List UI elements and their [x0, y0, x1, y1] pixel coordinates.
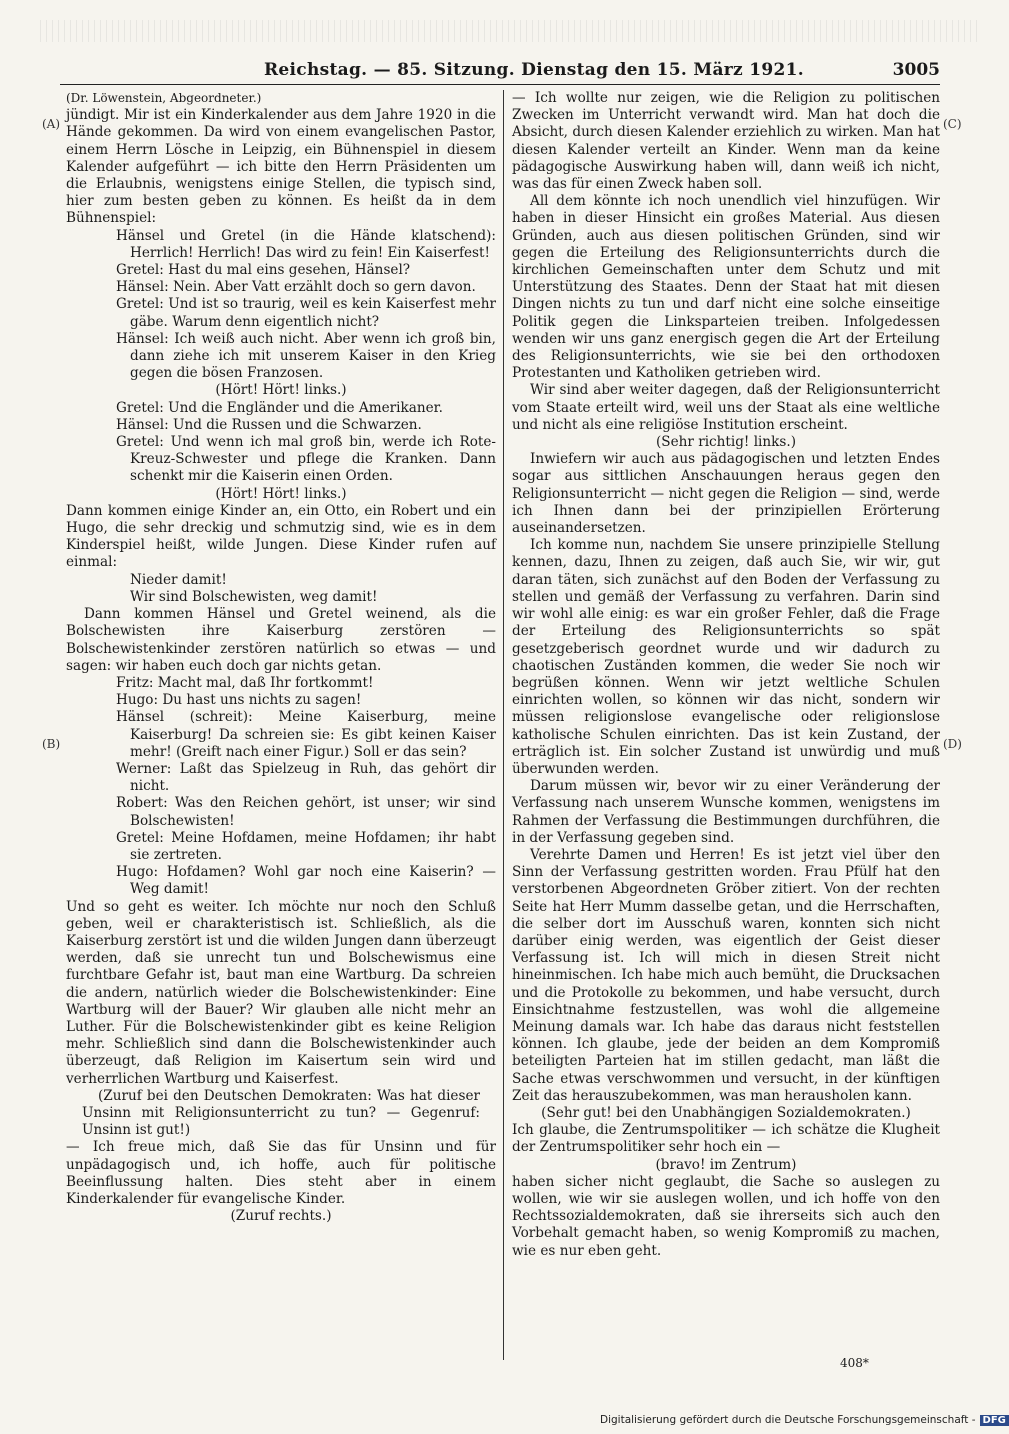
left-column — [66, 90, 496, 1225]
right-paragraph: haben sicher nicht geglaubt, die Sache so auslegen zu wollen, wie wir sie auslegen wollen, und ich hoffe von den Rechtssozialdemokraten, daß sie ihrerseits sich auch den Vorbehalt gemacht haben, so wenig Kompromiß zu machen, wie es nur eben geht. — [512, 1173, 940, 1259]
left-paragraph: Und so geht es weiter. Ich möchte nur noch den Schluß geben, weil er charakteristisch ist. Schließlich, als die Kaiserburg zerstört ist und die wilden Jungen dann überzeugt werden, daß sie unrecht tun und Bolschewismus eine furchtbare Gefahr ist, baut man eine Wartburg. Da schreien die andern, natürlich wieder die Bolschewistenkinder: Eine Wartburg will der Bauer? Wir glauben alle nicht mehr an Luther. Für die Bolschewistenkinder gibt es keine Religion mehr. Schließlich sind dann die Bolschewistenkinder auch überzeugt, daß Religion im Kaisertum sein wird und verherrlichen Wartburg und Kaiserfest. — [66, 898, 496, 1087]
margin-marker-a: (A) — [42, 117, 61, 131]
left-paragraph: Hänsel: Und die Russen und die Schwarzen. — [116, 416, 422, 433]
left-paragraph: Werner: Laßt das Spielzeug in Ruh, das gehört dir nicht. — [116, 760, 496, 795]
left-paragraph: Wir sind Bolschewisten, weg damit! — [130, 588, 378, 605]
left-paragraph: Gretel: Und die Engländer und die Amerikaner. — [116, 399, 443, 416]
right-paragraph: (Sehr gut! bei den Unabhängigen Sozialdemokraten.) — [541, 1104, 911, 1121]
right-paragraph: Verehrte Damen und Herren! Es ist jetzt viel über den Sinn der Verfassung gestritten worden. Frau Pfülf hat den verstorbenen Abgeordneten Gröber zitiert. Von der rechten Seite hat Herr Mumm dasselbe getan, und die Herrschaften, die selber dort im Ausschuß waren, konnten sich nicht darüber einig werden, was eigentlich der Geist dieser Verfassung ist. Ich will mich in diesen Streit nicht hineinmischen. Ich habe mich auch bemüht, die Drucksachen und die Protokolle zu bekommen, und habe versucht, durch Einsichtnahme festzustellen, was wohl die allgemeine Meinung damals war. Ich habe das daraus nicht feststellen können. Ich glaube, jede der beiden an dem Kompromiß beteiligten Parteien hat im stillen gedacht, man läßt die Sache etwas verschwommen und versucht, in der künftigen Zeit das herauszubekommen, was man herausholen kann. — [512, 846, 940, 1104]
credit-text: Digitalisierung gefördert durch die Deutsche Forschungsgemeinschaft - — [600, 1414, 976, 1426]
right-paragraph: (Sehr richtig! links.) — [655, 434, 797, 451]
margin-marker-d: (D) — [943, 737, 962, 751]
left-paragraph: jündigt. Mir ist ein Kinderkalender aus dem Jahre 1920 in die Hände gekommen. Da wird von einem evangelischen Pastor, einem Herrn Lösche in Leipzig, ein Bühnenspiel in diesem Kalender aufgeführt — ich bitte den Herrn Präsidenten um die Erlaubnis, wenigstens einige Stellen, die typisch sind, hier zum besten geben zu können. Es heißt da in dem Bühnenspiel: — [66, 107, 496, 227]
left-paragraph: Gretel: Hast du mal eins gesehen, Hänsel? — [116, 262, 411, 279]
right-paragraph: — Ich wollte nur zeigen, wie die Religion zu politischen Zwecken im Unterricht verwandt wird. Man hat doch die Absicht, durch diesen Kalender erziehlich zu wirken. Man hat diesen Kalender verteilt an Kinder. Wenn man da keine pädagogische Auswirkung haben will, dann weiß ich nicht, was das für einen Zweck haben soll. — [512, 90, 940, 193]
left-paragraph: Hänsel: Ich weiß auch nicht. Aber wenn ich groß bin, dann ziehe ich mit unserem Kaiser in den Krieg gegen die bösen Franzosen. — [116, 330, 496, 382]
left-paragraph: — Ich freue mich, daß Sie das für Unsinn und für unpädagogisch und, ich hoffe, auch für politische Beeinflussung halten. Dies steht aber in einem Kinderkalender für evangelische Kinder. — [66, 1139, 496, 1207]
page-title: Reichstag. — 85. Sitzung. Dienstag den 15. März 1921. — [264, 60, 804, 80]
left-paragraph: Gretel: Und ist so traurig, weil es kein Kaiserfest mehr gäbe. Warum denn eigentlich nicht? — [116, 296, 496, 330]
left-paragraph: Gretel: Und wenn ich mal groß bin, werde ich Rote-Kreuz-Schwester und pflege die Kranken. Dann schenkt mir die Kaiserin einen Orden. — [116, 434, 496, 485]
sheet-number: 408* — [840, 1356, 869, 1370]
right-column — [512, 90, 940, 1260]
left-paragraph: Hänsel: Nein. Aber Vatt erzählt doch so gern davon. — [116, 279, 476, 296]
right-paragraph: Ich glaube, die Zentrumspolitiker — ich schätze die Klugheit der Zentrumspolitiker sehr hoch ein — — [512, 1122, 940, 1156]
scan-noise — [40, 20, 980, 42]
right-paragraph: (bravo! im Zentrum) — [655, 1156, 797, 1173]
margin-marker-c: (C) — [943, 117, 962, 131]
right-paragraph: All dem könnte ich noch unendlich viel hinzufügen. Wir haben in dieser Hinsicht ein großes Material. Aus diesen Gründen, auch aus diesen politischen Gründen, sind wir gegen die Erteilung des Religionsunterrichts durch die kirchlichen Gemeinschaften unter dem Schutz und mit Unterstützung des Staates. Denn der Staat hat mit diesen Dingen nichts zu tun und darf nicht eine solche einseitige Politik gegen die Linksparteien treiben. Infolgedessen wenden wir uns ganz energisch gegen die Art der Erteilung des Religionsunterrichts, wie sie bei den orthodoxen Protestanten und Katholiken getrieben wird. — [512, 193, 940, 382]
left-paragraph: Hänsel (schreit): Meine Kaiserburg, meine Kaiserburg! Da schreien sie: Es gibt keinen Kaiser mehr! (Greift nach einer Figur.) Soll er das sein? — [116, 709, 496, 760]
column-rule — [503, 90, 504, 1360]
left-paragraph: Hänsel und Gretel (in die Hände klatschend): Herrlich! Herrlich! Das wird zu fein! Ein Kaiserfest! — [116, 227, 496, 261]
right-paragraph: Inwiefern wir auch aus pädagogischen und letzten Endes sogar aus sittlichen Anschauungen heraus gegen den Religionsunterricht — nicht gegen die Religion — sind, werde ich Ihnen dann bei der prinzipiellen Erörterung auseinandersetzen. — [512, 451, 940, 537]
left-paragraph: (Zuruf bei den Deutschen Demokraten: Was hat dieser Unsinn mit Religionsunterricht zu tun? — Gegenruf: Unsinn ist gut!) — [82, 1087, 480, 1139]
right-paragraph: Ich komme nun, nachdem Sie unsere prinzipielle Stellung kennen, dazu, Ihnen zu zeigen, daß auch Sie, wir wir, gut daran täten, sich zunächst auf den Boden der Verfassung zu stellen und gemäß der Verfassung zu verfahren. Darin sind wir wohl alle einig: es war ein großer Fehler, daß die Frage der Erteilung des Religionsunterrichts so spät gesetzgeberisch geordnet wurde und wir dadurch zu chaotischen Zuständen kommen, die weder Sie noch wir begrüßen können. Wenn wir jetzt weltliche Schulen einrichten wollen, so können wir das nicht, sondern wir müssen religionslose evangelische oder religionslose katholische Schulen einrichten. Das ist kein Zustand, der erträglich ist. Ein solcher Zustand ist unwürdig und muß überwunden werden. — [512, 537, 940, 777]
left-paragraph: Robert: Was den Reichen gehört, ist unser; wir sind Bolschewisten! — [116, 795, 496, 829]
left-paragraph: (Zuruf rechts.) — [230, 1208, 332, 1225]
left-paragraph: Dann kommen Hänsel und Gretel weinend, als die Bolschewisten ihre Kaiserburg zerstören — Bolschewistenkinder zerstören natürlich so etwas — und sagen: wir haben euch doch gar nichts getan. — [66, 606, 496, 674]
left-paragraph: (Dr. Löwenstein, Abgeordneter.) — [66, 91, 262, 105]
dfg-logo: DFG — [980, 1415, 1009, 1426]
left-paragraph: (Hört! Hört! links.) — [215, 485, 347, 502]
left-paragraph: (Hört! Hört! links.) — [215, 382, 347, 399]
page-header — [60, 58, 940, 85]
right-paragraph: Wir sind aber weiter dagegen, daß der Religionsunterricht vom Staate erteilt wird, weil uns der Staat als eine weltliche und nicht als eine religiöse Institution erscheint. — [512, 382, 940, 433]
margin-marker-b: (B) — [42, 737, 61, 751]
digitization-credit — [600, 1414, 1006, 1430]
left-paragraph: Hugo: Du hast uns nichts zu sagen! — [116, 692, 362, 709]
left-paragraph: Gretel: Meine Hofdamen, meine Hofdamen; ihr habt sie zertreten. — [116, 829, 496, 863]
page-number: 3005 — [892, 60, 940, 80]
left-paragraph: Fritz: Macht mal, daß Ihr fortkommt! — [116, 674, 374, 691]
left-paragraph: Nieder damit! — [130, 571, 227, 588]
left-paragraph: Hugo: Hofdamen? Wohl gar noch eine Kaiserin? — Weg damit! — [116, 864, 496, 898]
left-paragraph: Dann kommen einige Kinder an, ein Otto, ein Robert und ein Hugo, die sehr dreckig und schmutzig sind, wie es in dem Kinderspiel heißt, wilde Jungen. Diese Kinder rufen auf einmal: — [66, 502, 496, 571]
right-paragraph: Darum müssen wir, bevor wir zu einer Veränderung der Verfassung nach unserem Wunsche kommen, wenigstens im Rahmen der Verfassung die Bestimmungen durchführen, die in der Verfassung gegeben sind. — [512, 778, 940, 846]
